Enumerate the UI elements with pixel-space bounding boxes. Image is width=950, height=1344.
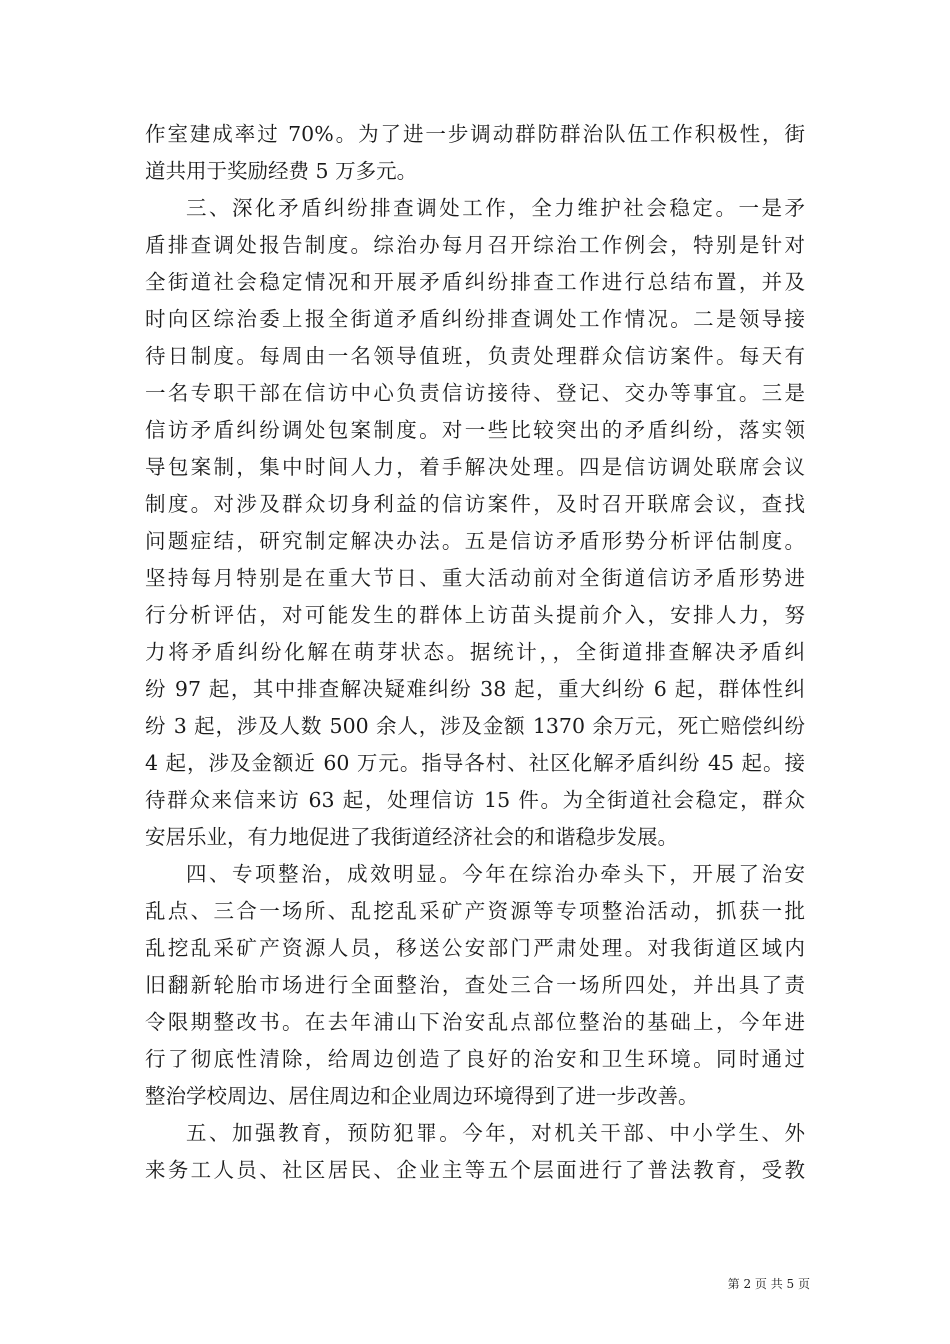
text-line: 待群众来信来访 63 起，处理信访 15 件。为全街道社会稳定，群众 <box>145 788 805 812</box>
text-line: 三、深化矛盾纠纷排查调处工作，全力维护社会稳定。一是矛 <box>186 196 805 220</box>
text-line: 道共用于奖励经费 5 万多元。 <box>145 159 418 183</box>
text-line: 信访矛盾纠纷调处包案制度。对一些比较突出的矛盾纠纷，落实领 <box>145 418 805 442</box>
text-line: 行了彻底性清除，给周边创造了良好的治安和卫生环境。同时通过 <box>145 1047 805 1071</box>
text-line: 安居乐业，有力地促进了我街道经济社会的和谐稳步发展。 <box>145 825 678 849</box>
text-line: 纷 3 起，涉及人数 500 余人，涉及金额 1370 余万元，死亡赔偿纠纷 <box>145 714 805 738</box>
text-line: 制度。对涉及群众切身利益的信访案件，及时召开联席会议，查找 <box>145 492 805 516</box>
text-line: 坚持每月特别是在重大节日、重大活动前对全街道信访矛盾形势进 <box>145 566 805 590</box>
text-line: 旧翻新轮胎市场进行全面整治，查处三合一场所四处，并出具了责 <box>145 973 805 997</box>
text-line: 4 起，涉及金额近 60 万元。指导各村、社区化解矛盾纠纷 45 起。接 <box>145 751 805 775</box>
text-line: 整治学校周边、居住周边和企业周边环境得到了进一步改善。 <box>145 1084 699 1108</box>
text-line: 力将矛盾纠纷化解在萌芽状态。据统计，，全街道排查解决矛盾纠 <box>145 640 805 664</box>
body-text <box>145 116 805 1189</box>
text-line: 一名专职干部在信访中心负责信访接待、登记、交办等事宜。三是 <box>145 381 805 405</box>
text-line: 时向区综治委上报全街道矛盾纠纷排查调处工作情况。二是领导接 <box>145 307 805 331</box>
page-number: 第 2 页 共 5 页 <box>727 1277 810 1291</box>
text-line: 令限期整改书。在去年浦山下治安乱点部位整治的基础上，今年进 <box>145 1010 805 1034</box>
text-line: 作室建成率过 70%。为了进一步调动群防群治队伍工作积极性，街 <box>145 122 805 146</box>
text-line: 导包案制，集中时间人力，着手解决处理。四是信访调处联席会议 <box>145 455 805 479</box>
text-line: 行分析评估，对可能发生的群体上访苗头提前介入，安排人力，努 <box>145 603 805 627</box>
text-line: 乱挖乱采矿产资源人员，移送公安部门严肃处理。对我街道区域内 <box>145 936 805 960</box>
text-line: 问题症结，研究制定解决办法。五是信访矛盾形势分析评估制度。 <box>145 529 805 553</box>
text-line: 乱点、三合一场所、乱挖乱采矿产资源等专项整治活动，抓获一批 <box>145 899 805 923</box>
text-line: 全街道社会稳定情况和开展矛盾纠纷排查工作进行总结布置，并及 <box>145 270 805 294</box>
text-line: 盾排查调处报告制度。综治办每月召开综治工作例会，特别是针对 <box>145 233 805 257</box>
text-line: 五、加强教育，预防犯罪。今年，对机关干部、中小学生、外 <box>186 1121 805 1145</box>
text-line: 待日制度。每周由一名领导值班，负责处理群众信访案件。每天有 <box>145 344 805 368</box>
text-line: 纷 97 起，其中排查解决疑难纠纷 38 起，重大纠纷 6 起，群体性纠 <box>145 677 805 701</box>
text-line: 四、专项整治，成效明显。今年在综治办牵头下，开展了治安 <box>186 862 805 886</box>
text-line: 来务工人员、社区居民、企业主等五个层面进行了普法教育，受教 <box>145 1158 805 1182</box>
